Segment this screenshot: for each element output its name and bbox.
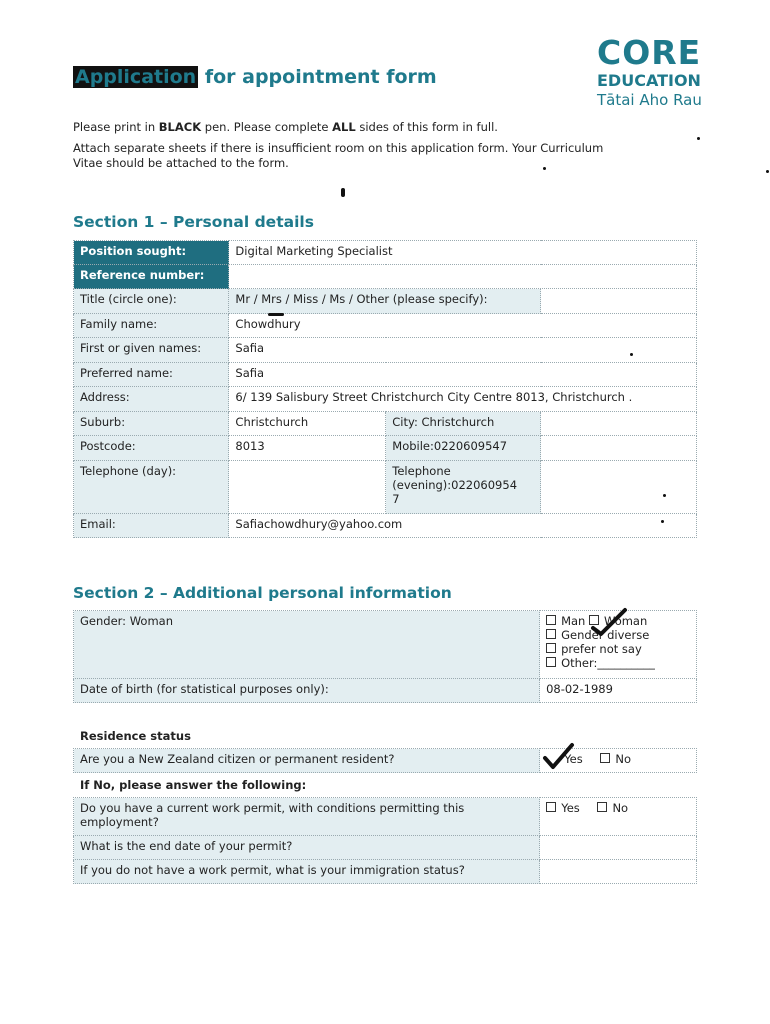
- nz-citizen-options: Yes No: [540, 749, 697, 773]
- mobile-extra-cell[interactable]: [541, 436, 697, 461]
- reference-label: Reference number:: [74, 265, 229, 289]
- immigration-status-question: If you do not have a work permit, what is your immigration status?: [74, 860, 540, 884]
- work-permit-question: Do you have a current work permit, with conditions permitting this employment?: [74, 798, 540, 836]
- residence-heading: Residence status: [80, 729, 191, 743]
- permit-end-date-question: What is the end date of your permit?: [74, 836, 540, 860]
- telephone-day-label: Telephone (day):: [74, 461, 229, 514]
- email-label: Email:: [74, 514, 229, 538]
- ink-mark: [341, 188, 345, 197]
- first-name-field[interactable]: Safia: [229, 338, 697, 363]
- core-education-logo: CORE EDUCATION Tātai Aho Rau: [597, 33, 702, 109]
- section-1-heading: Section 1 – Personal details: [73, 213, 314, 231]
- ink-dot: [663, 494, 666, 497]
- ink-mark: [268, 313, 284, 316]
- yes-label: Yes: [564, 752, 583, 766]
- title-other-field[interactable]: [541, 289, 697, 314]
- gender-options: Man Woman Gender diverse prefer not say Other:__________: [540, 611, 697, 679]
- preferred-name-label: Preferred name:: [74, 363, 229, 387]
- city-extra-cell[interactable]: [541, 412, 697, 436]
- address-field[interactable]: 6/ 139 Salisbury Street Christchurch City Centre 8013, Christchurch .: [229, 387, 697, 412]
- dob-field[interactable]: 08-02-1989: [540, 679, 697, 703]
- telephone-day-field[interactable]: [229, 461, 386, 514]
- work-permit-options: Yes No: [540, 798, 697, 836]
- ink-dot: [766, 170, 769, 173]
- first-name-label: First or given names:: [74, 338, 229, 363]
- dob-label: Date of birth (for statistical purposes only):: [74, 679, 540, 703]
- section-2-heading: Section 2 – Additional personal information: [73, 584, 452, 602]
- telephone-extra-cell[interactable]: [541, 461, 697, 514]
- suburb-field[interactable]: Christchurch: [229, 412, 386, 436]
- postcode-field[interactable]: 8013: [229, 436, 386, 461]
- ink-dot: [630, 353, 633, 356]
- preferred-name-field[interactable]: Safia: [229, 363, 697, 387]
- city-field[interactable]: City: Christchurch: [386, 412, 541, 436]
- position-field[interactable]: Digital Marketing Specialist: [229, 241, 697, 265]
- postcode-label: Postcode:: [74, 436, 229, 461]
- instruction-line-1: Please print in BLACK pen. Please complete ALL sides of this form in full.: [73, 120, 498, 134]
- nz-citizen-question: Are you a New Zealand citizen or permanent resident?: [74, 749, 540, 773]
- email-field[interactable]: Safiachowdhury@yahoo.com: [229, 514, 697, 538]
- instruction-line-3: Vitae should be attached to the form.: [73, 156, 289, 170]
- immigration-status-field[interactable]: [540, 860, 697, 884]
- mobile-field[interactable]: Mobile:0220609547: [386, 436, 541, 461]
- other-gender-checkbox[interactable]: [546, 657, 556, 667]
- ink-dot: [697, 137, 700, 140]
- title-label: Title (circle one):: [74, 289, 229, 314]
- permit-table: [73, 797, 697, 884]
- nz-no-checkbox[interactable]: [600, 753, 610, 763]
- suburb-label: Suburb:: [74, 412, 229, 436]
- permit-no-checkbox[interactable]: [597, 802, 607, 812]
- instruction-line-2: Attach separate sheets if there is insufficient room on this application form. Your Curriculum: [73, 141, 604, 155]
- reference-field[interactable]: [229, 265, 697, 289]
- gender-label: Gender: Woman: [74, 611, 540, 679]
- ink-dot: [543, 167, 546, 170]
- personal-details-table: [73, 240, 697, 538]
- if-no-heading: If No, please answer the following:: [80, 778, 307, 792]
- ink-dot: [661, 520, 664, 523]
- gender-diverse-checkbox[interactable]: [546, 629, 556, 639]
- residence-table: [73, 748, 697, 773]
- position-label: Position sought:: [74, 241, 229, 265]
- family-name-label: Family name:: [74, 314, 229, 338]
- telephone-evening-field[interactable]: Telephone (evening):022060954 7: [386, 461, 541, 514]
- permit-end-date-field[interactable]: [540, 836, 697, 860]
- checkmark-icon: [542, 742, 576, 772]
- checkmark-icon: [590, 606, 630, 638]
- address-label: Address:: [74, 387, 229, 412]
- title-options[interactable]: Mr / Mrs / Miss / Ms / Other (please specify):: [229, 289, 541, 314]
- page-title: Application for appointment form: [75, 66, 437, 88]
- prefer-not-say-checkbox[interactable]: [546, 643, 556, 653]
- permit-yes-checkbox[interactable]: [546, 802, 556, 812]
- man-checkbox[interactable]: [546, 615, 556, 625]
- family-name-field[interactable]: Chowdhury: [229, 314, 697, 338]
